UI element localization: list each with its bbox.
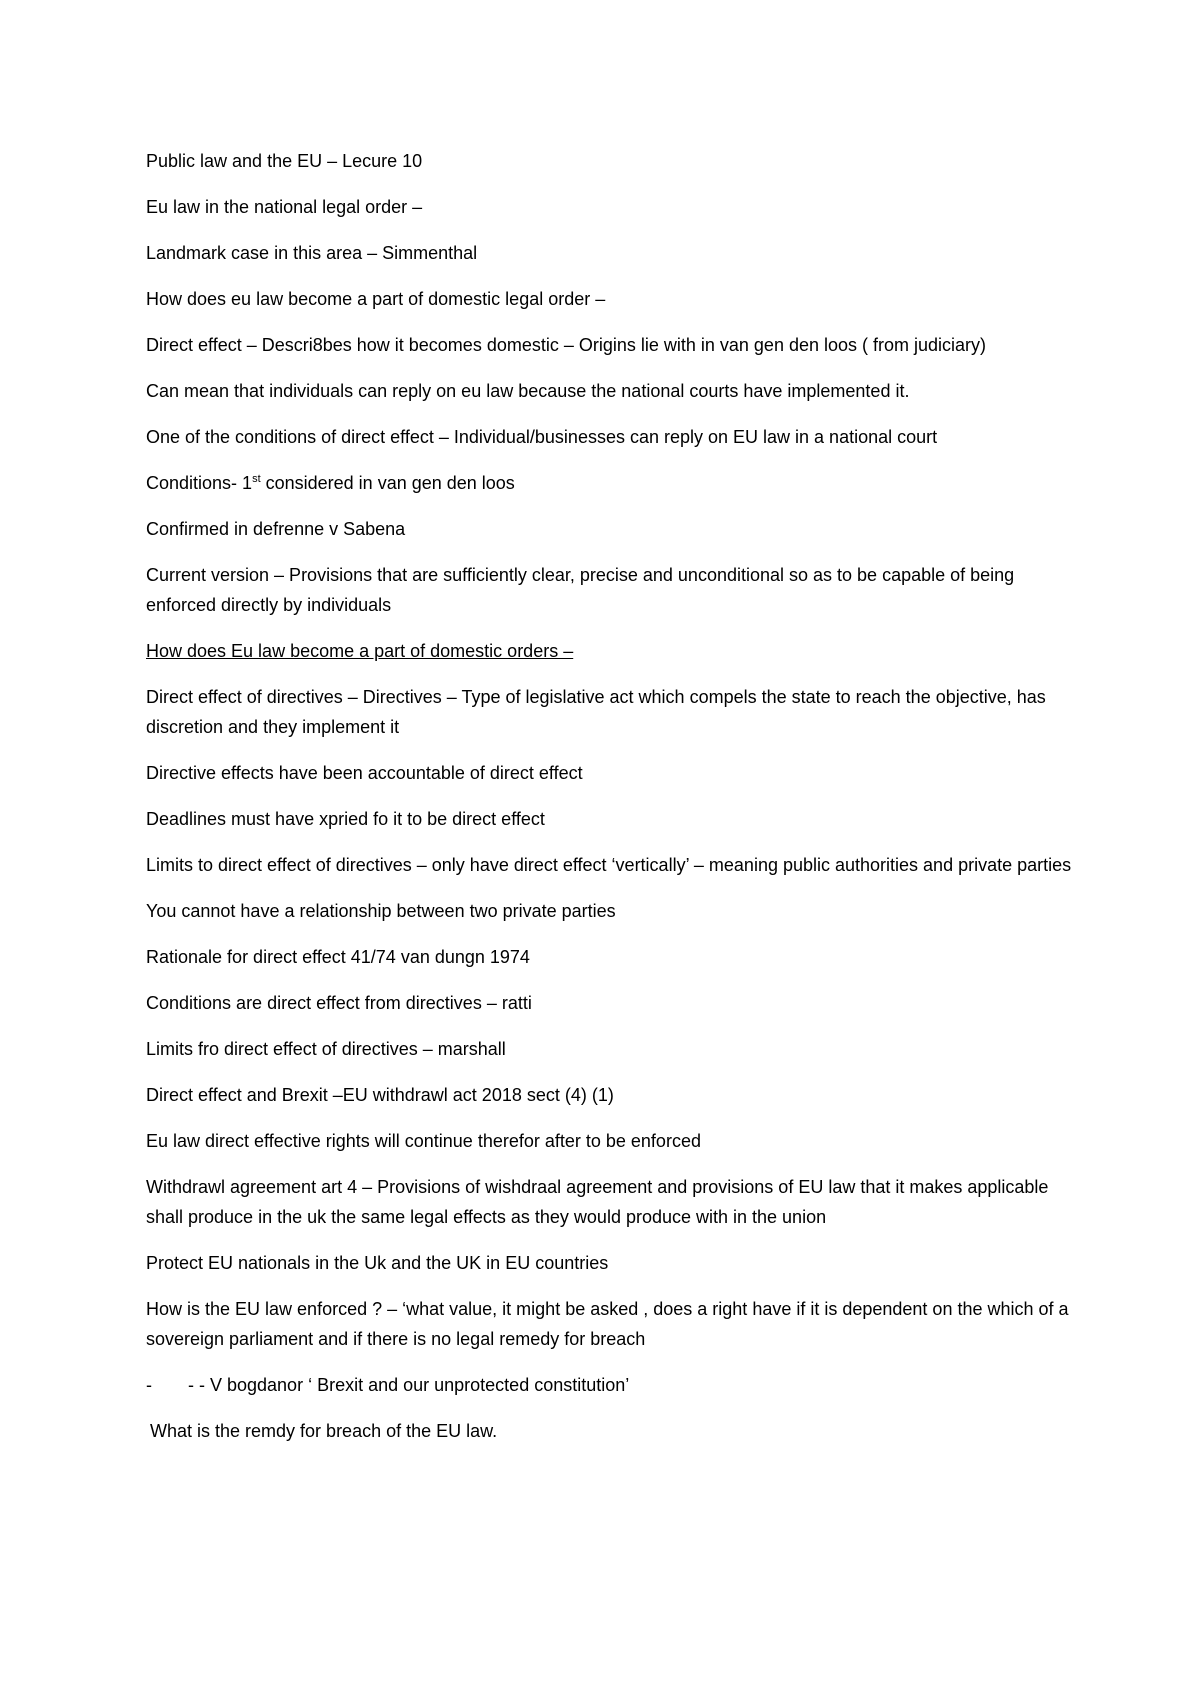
- text-line: Current version – Provisions that are sufficiently clear, precise and unconditional so as to be capable of being enforced directly by individuals: [146, 565, 1015, 615]
- text-line: Can mean that individuals can reply on eu law because the national courts have implemented it.: [146, 381, 910, 401]
- text-line: Rationale for direct effect 41/74 van dungn 1974: [146, 947, 530, 967]
- text-line: Conditions are direct effect from directives – ratti: [146, 993, 532, 1013]
- text-line: You cannot have a relationship between two private parties: [146, 901, 616, 921]
- lecture-title: Public law and the EU – Lecure 10: [146, 151, 423, 171]
- text-line: Eu law direct effective rights will continue therefor after to be enforced: [146, 1131, 701, 1151]
- text-line: Confirmed in defrenne v Sabena: [146, 519, 406, 539]
- text-line: One of the conditions of direct effect – Individual/businesses can reply on EU law in a national court: [146, 427, 938, 447]
- text-line: Direct effect of directives – Directives – Type of legislative act which compels the state to reach the objective, has discretion and they implement it: [146, 687, 1046, 737]
- text-line: Limits to direct effect of directives – only have direct effect ‘vertically’ – meaning public authorities and private parties: [146, 855, 1072, 875]
- text-line: Eu law in the national legal order –: [146, 197, 423, 217]
- text-line: Directive effects have been accountable of direct effect: [146, 763, 583, 783]
- text-line: Landmark case in this area – Simmenthal: [146, 243, 478, 263]
- conditions-line: [146, 468, 1076, 498]
- conditions-prefix: Conditions- 1: [146, 473, 253, 493]
- text-line: Withdrawl agreement art 4 – Provisions of wishdraal agreement and provisions of EU law that it makes applicable shall produce in the uk the same legal effects as they would produce with in the union: [146, 1177, 1049, 1227]
- document-body: [146, 146, 1076, 1462]
- text-line: Limits fro direct effect of directives – marshall: [146, 1039, 506, 1059]
- underlined-heading: How does Eu law become a part of domestic orders –: [146, 641, 574, 661]
- text-line: Direct effect and Brexit –EU withdrawl act 2018 sect (4) (1): [146, 1085, 614, 1105]
- bullet-item: [146, 1370, 1076, 1400]
- text-line: What is the remdy for breach of the EU law.: [150, 1421, 498, 1441]
- conditions-suffix: considered in van gen den loos: [260, 473, 515, 493]
- text-line: How does eu law become a part of domestic legal order –: [146, 289, 606, 309]
- bullet-dash: -: [146, 1375, 152, 1395]
- text-line: Protect EU nationals in the Uk and the UK in EU countries: [146, 1253, 609, 1273]
- bullet-text: - - V bogdanor ‘ Brexit and our unprotected constitution’: [188, 1375, 630, 1395]
- text-line: Direct effect – Descri8bes how it becomes domestic – Origins lie with in van gen den loos ( from judiciary): [146, 335, 987, 355]
- text-line: How is the EU law enforced ? – ‘what value, it might be asked , does a right have if it is dependent on the which of a sovereign parliament and if there is no legal remedy for breach: [146, 1299, 1069, 1349]
- text-line: Deadlines must have xpried fo it to be direct effect: [146, 809, 545, 829]
- ordinal-superscript: st: [252, 473, 261, 485]
